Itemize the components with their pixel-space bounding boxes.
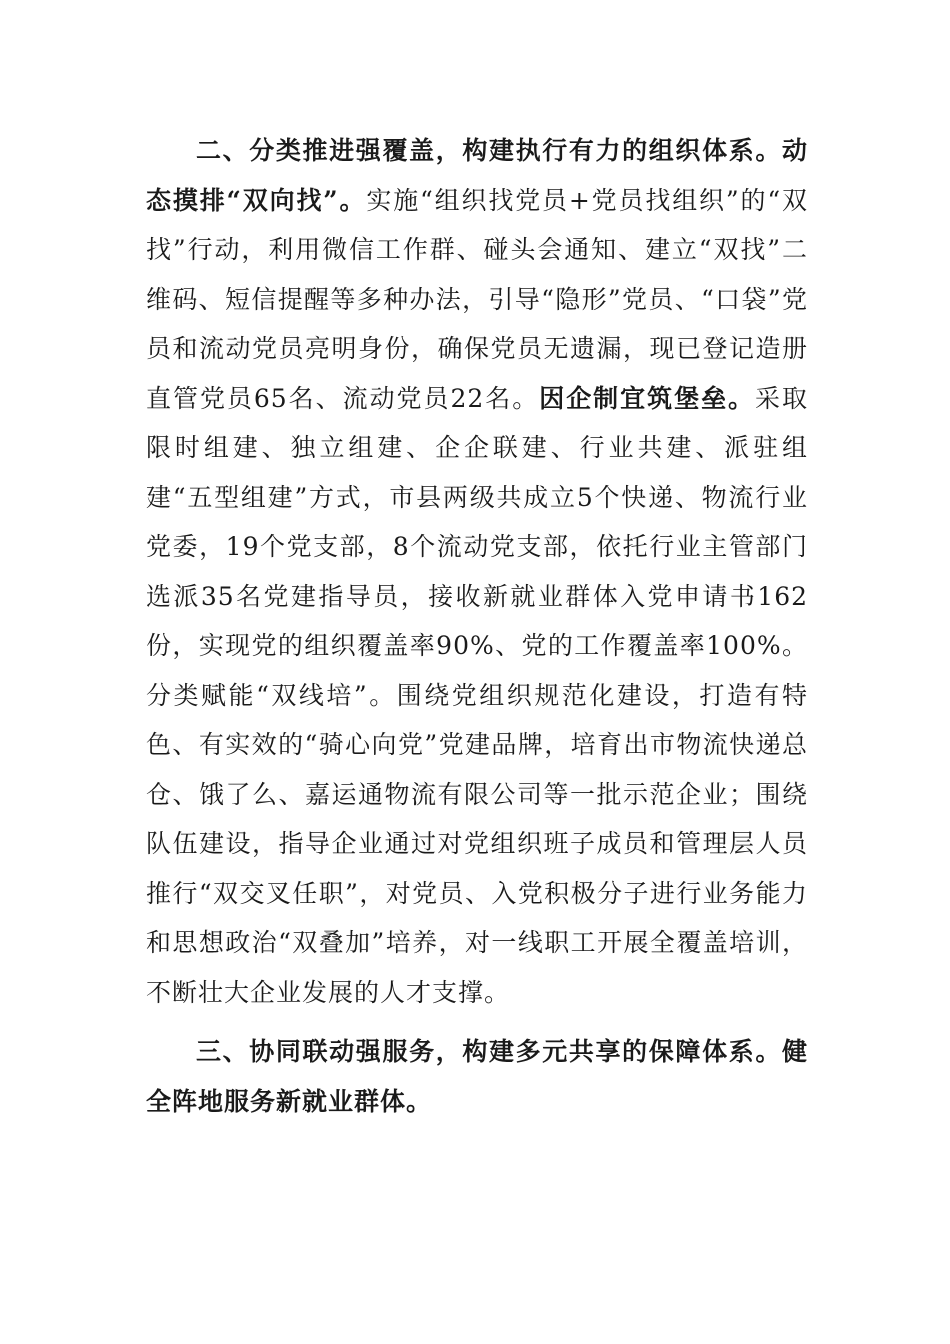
section-two-heading: 二、分类推进强覆盖，构建执行有力的组织体系。 xyxy=(196,136,782,165)
subsection-dual-search-title: 动态摸排“双向找”。 xyxy=(146,136,808,215)
section-two-paragraph xyxy=(146,126,808,1017)
subsection-positions-title: 健全阵地服务新就业群体。 xyxy=(146,1037,808,1116)
document-page xyxy=(146,126,808,1126)
subsection-fortress-title: 因企制宜筑堡垒。 xyxy=(539,383,756,413)
subsection-dual-search-body: 实施“组织找党员+党员找组织”的“双找”行动，利用微信工作群、碰头会通知、建立“双找”二维码、短信提醒等多种办法，引导“隐形”党员、“口袋”党员和流动党员亮明身份，确保党员无遗漏，现已登记造册直管党员65名、流动党员22名。 xyxy=(146,185,808,413)
section-three-heading: 三、协同联动强服务，构建多元共享的保障体系。 xyxy=(196,1037,782,1066)
subsection-fortress-body: 采取限时组建、独立组建、企企联建、行业共建、派驻组建“五型组建”方式，市县两级共成立5个快递、物流行业党委，19个党支部，8个流动党支部，依托行业主管部门选派35名党建指导员，接收新就业群体入党申请书162份，实现党的组织覆盖率90%、党的工作覆盖率100%。分类赋能“双线培”。围绕党组织规范化建设，打造有特色、有实效的“骑心向党”党建品牌，培育出市物流快递总仓、饿了么、嘉运通物流有限公司等一批示范企业；围绕队伍建设，指导企业通过对党组织班子成员和管理层人员推行“双交叉任职”，对党员、入党积极分子进行业务能力和思想政治“双叠加”培养，对一线职工开展全覆盖培训，不断壮大企业发展的人才支撑。 xyxy=(146,383,808,1007)
section-three-paragraph xyxy=(146,1027,808,1126)
